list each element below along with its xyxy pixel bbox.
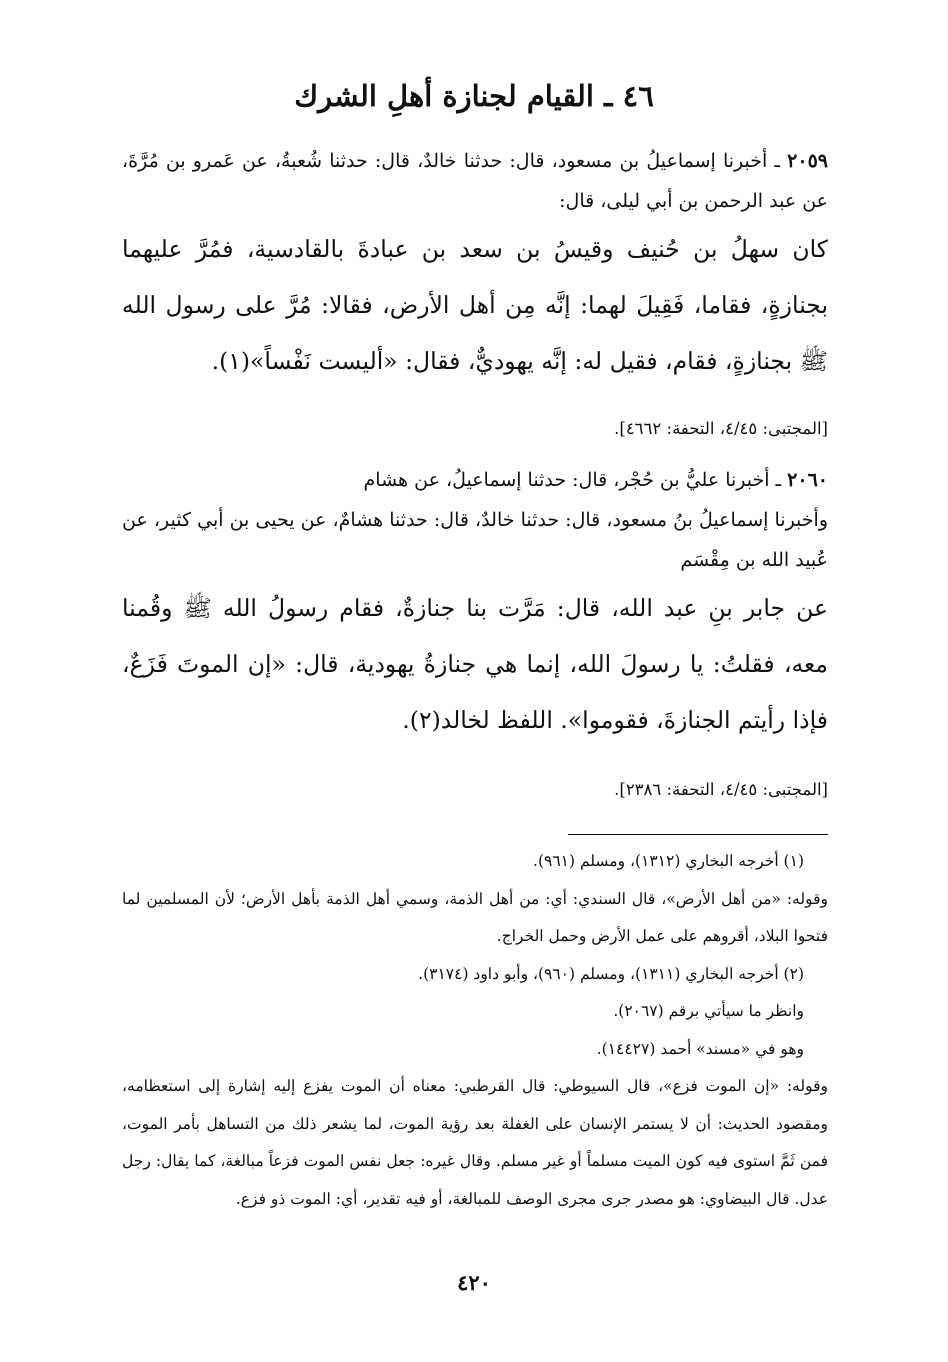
chapter-title: ٤٦ ـ القيام لجنازة أهلِ الشرك bbox=[294, 79, 654, 113]
footnote-2-musnad: وهو في «مسند» أحمد (١٤٤٢٧). bbox=[596, 1039, 804, 1058]
hadith-isnad bbox=[122, 141, 828, 221]
footnote-2-comment: وقوله: «إن الموت فزع»، قال السيوطي: قال القرطبي: معناه أن الموت يفزع إليه إشارة إلى استعظامه، ومقصود الحديث: أن لا يستمر الإنسان على الغفلة بعد رؤية الموت، لما يشعر ذلك من التساهل بأمر الموت، فمن ثَمَّ استوى فيه كون الميت مسلماً أو غير مسلم. وقال غيره: جعل نفس الموت فزعاً مبالغة، كما يقال: رجل عدل. قال البيضاوي: هو مصدر جرى مجرى الوصف للمبالغة، أو فيه تقدير، أي: الموت ذو فزع. bbox=[122, 1077, 828, 1208]
hadith-matn: عن جابر بنِ عبد الله، قال: مَرَّت بنا جنازةٌ، فقام رسولُ الله ﷺ وقُمنا معه، فقلتُ: يا رسولَ الله، إنما هي جنازةُ يهودية، قال: «إن الموتَ فَزَعٌ، فإذا رأيتم الجنازةَ، فقوموا». اللفظ لخالد(٢). bbox=[122, 594, 828, 734]
footnote-divider bbox=[568, 834, 828, 835]
isnad-text: ـ أخبرنا إسماعيلُ بن مسعود، قال: حدثنا خالدٌ، قال: حدثنا شُعبةُ، عن عَمرو بن مُرَّةَ، عن عبد الرحمن بن أبي ليلى، قال: bbox=[122, 150, 828, 212]
hadith-2060 bbox=[122, 460, 828, 748]
footnote-1: (١) أخرجه البخاري (١٣١٢)، ومسلم (٩٦١). bbox=[533, 852, 804, 870]
hadith-isnad bbox=[122, 460, 828, 500]
isnad-text: ـ أخبرنا عليُّ بن حُجْر، قال: حدثنا إسماعيلُ، عن هشام bbox=[363, 469, 782, 491]
hadith-reference: [المجتبى: ٤/٤٥، التحفة: ٢٣٨٦]. bbox=[614, 780, 828, 799]
hadith-reference: [المجتبى: ٤/٤٥، التحفة: ٤٦٦٢]. bbox=[614, 419, 828, 438]
hadith-matn: كان سهلُ بن حُنيف وقيسُ بن سعد بن عبادةَ بالقادسية، فمُرَّ عليهما بجنازةٍ، فقاما، فَقِيلَ لهما: إنَّه مِن أهل الأرض، فقالا: مُرَّ على رسول الله ﷺ بجنازةٍ، فقام، فقيل له: إنَّه يهوديٌّ، فقال: «أليست نَفْساً»(١). bbox=[122, 235, 828, 375]
footnote-2-see-also: وانظر ما سيأتي برقم (٢٠٦٧). bbox=[613, 1002, 804, 1020]
hadith-number: ٢٠٥٩ bbox=[787, 150, 828, 172]
page-number: ٤٢٠ bbox=[457, 1270, 491, 1295]
hadith-number: ٢٠٦٠ bbox=[787, 469, 828, 491]
hadith-2059 bbox=[122, 141, 828, 389]
footnote-1-comment: وقوله: «من أهل الأرض»، قال السندي: أي: من أهل الذمة، وسمي أهل الذمة بأهل الأرض؛ لأن المسلمين لما فتحوا البلاد، أقروهم على عمل الأرض وحمل الخراج. bbox=[122, 889, 828, 945]
footnotes bbox=[122, 843, 828, 1218]
footnote-2: (٢) أخرجه البخاري (١٣١١)، ومسلم (٩٦٠)، وأبو داود (٣١٧٤). bbox=[418, 964, 804, 983]
hadith-isnad-alt: وأخبرنا إسماعيلُ بنُ مسعود، قال: حدثنا خالدٌ، قال: حدثنا هشامٌ، عن يحيى بن أبي كثير، عن عُبيد الله بن مِقْسَم bbox=[122, 509, 828, 571]
